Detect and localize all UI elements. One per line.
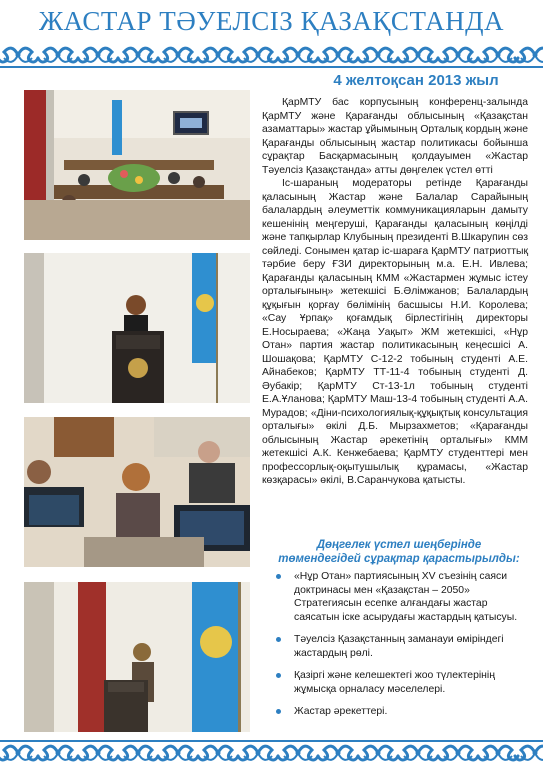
agenda-heading: Дөңгелек үстел шеңберінде төмендегідей сұрақтар қарастырылды: [278, 539, 520, 565]
bullet-icon [276, 709, 281, 714]
photo-participants [24, 417, 250, 567]
photo-speaker-podium [24, 253, 250, 403]
page-title: ЖАСТАР ТӘУЕЛСІЗ ҚАЗАҚСТАНДА [38, 6, 505, 36]
bullet-icon [276, 637, 281, 642]
ornament-band-top [0, 40, 543, 70]
article-paragraph-2: Іс-шараның модераторы ретінде Қарағанды қаласының Жастар және Балалар Сарайының балалардың әлеуметтік коммуникацияларын дамыту кешенінің меңгеруші, Қарағанды қаласының көңілді және тапқырлар Клубының президенті В.Шкарупин сөз сөйледі. Сонымен қатар іс-шараға ҚарМТУ патриоттық тәрбие беру ҒЗИ директорының м.а. Е.Н. Ивлева; Қарағанды қаласының КММ «Жастармен жұмыс істеу орталығының» жетекшісі Б.Әлімжанов; Балалардың құқығын қорғау бөлімінің басшысы Н.И. Королева; «Сау Ұрпақ» қоғамдық бірлестігінің директоры Е.Носыраева; «Жаңа Уақыт» ЖМ жетекшісі, «Нұр Отан» партия жастар политикасының кеңесшісі А. Шошақова; ҚарМТУ С-12-2 тобының студенті А.Е. Айнабеков; ҚарМТУ ТТ-11-4 тобының студенті Д. Әубакір; ҚарМТУ Ст-13-1л тобының студенті Е.А.Ұланова; ҚарМТУ Маш-13-4 тобының студенті А.А. Мурадов; «Діни-психологиялық-құқықтық консультация орталығы» өкілі Д.Б. Мырзахметов; «Қарағанды облысының Жастар әрекетінің орталығы» КММ жетекшісі А.К. Кенжебаева; ҚарМТУ студенттері мен профессорлық-оқытушылық құрамасы, «Жастар көзқарасы» өкілі, В.Саранчукова қатысты. [262, 178, 528, 486]
bullet-icon [276, 574, 281, 579]
list-item: Тәуелсіз Қазақстанның заманауи өміріндегі жастардың рөлі. [276, 633, 526, 660]
article-body [262, 96, 528, 488]
photo-conference-hall [24, 90, 250, 240]
list-item: «Нұр Отан» партиясының XV съезінің саяси доктринасы мен «Қазақстан – 2050» Стратегиясын есепке алғандағы жастар саясатын іске асырудағы жастардың қатысуы. [276, 570, 526, 624]
ornament-band-bottom [0, 738, 543, 768]
bullet-icon [276, 673, 281, 678]
event-date: 4 желтоқсан 2013 жыл [333, 72, 499, 89]
agenda-list [276, 570, 526, 728]
list-item: Қазіргі және келешектегі жоо түлектерінің жұмысқа орналасу мәселелері. [276, 669, 526, 696]
list-item: Жастар әрекеттері. [276, 705, 526, 719]
photo-speaker-flag [24, 582, 250, 732]
article-paragraph-1: ҚарМТУ бас корпусының конференц-залында ҚарМТУ және Қарағанды облысының «Қазақстан азаматтары» жастар ұйымының Орталық кордың және Қарағанды облысының жастар политикасы бойынша сұрақтар Басқармасының қолдауымен «Жастар Тәуелсіз Қазақстанда» атты дөңгелек үстел өтті [262, 97, 528, 176]
